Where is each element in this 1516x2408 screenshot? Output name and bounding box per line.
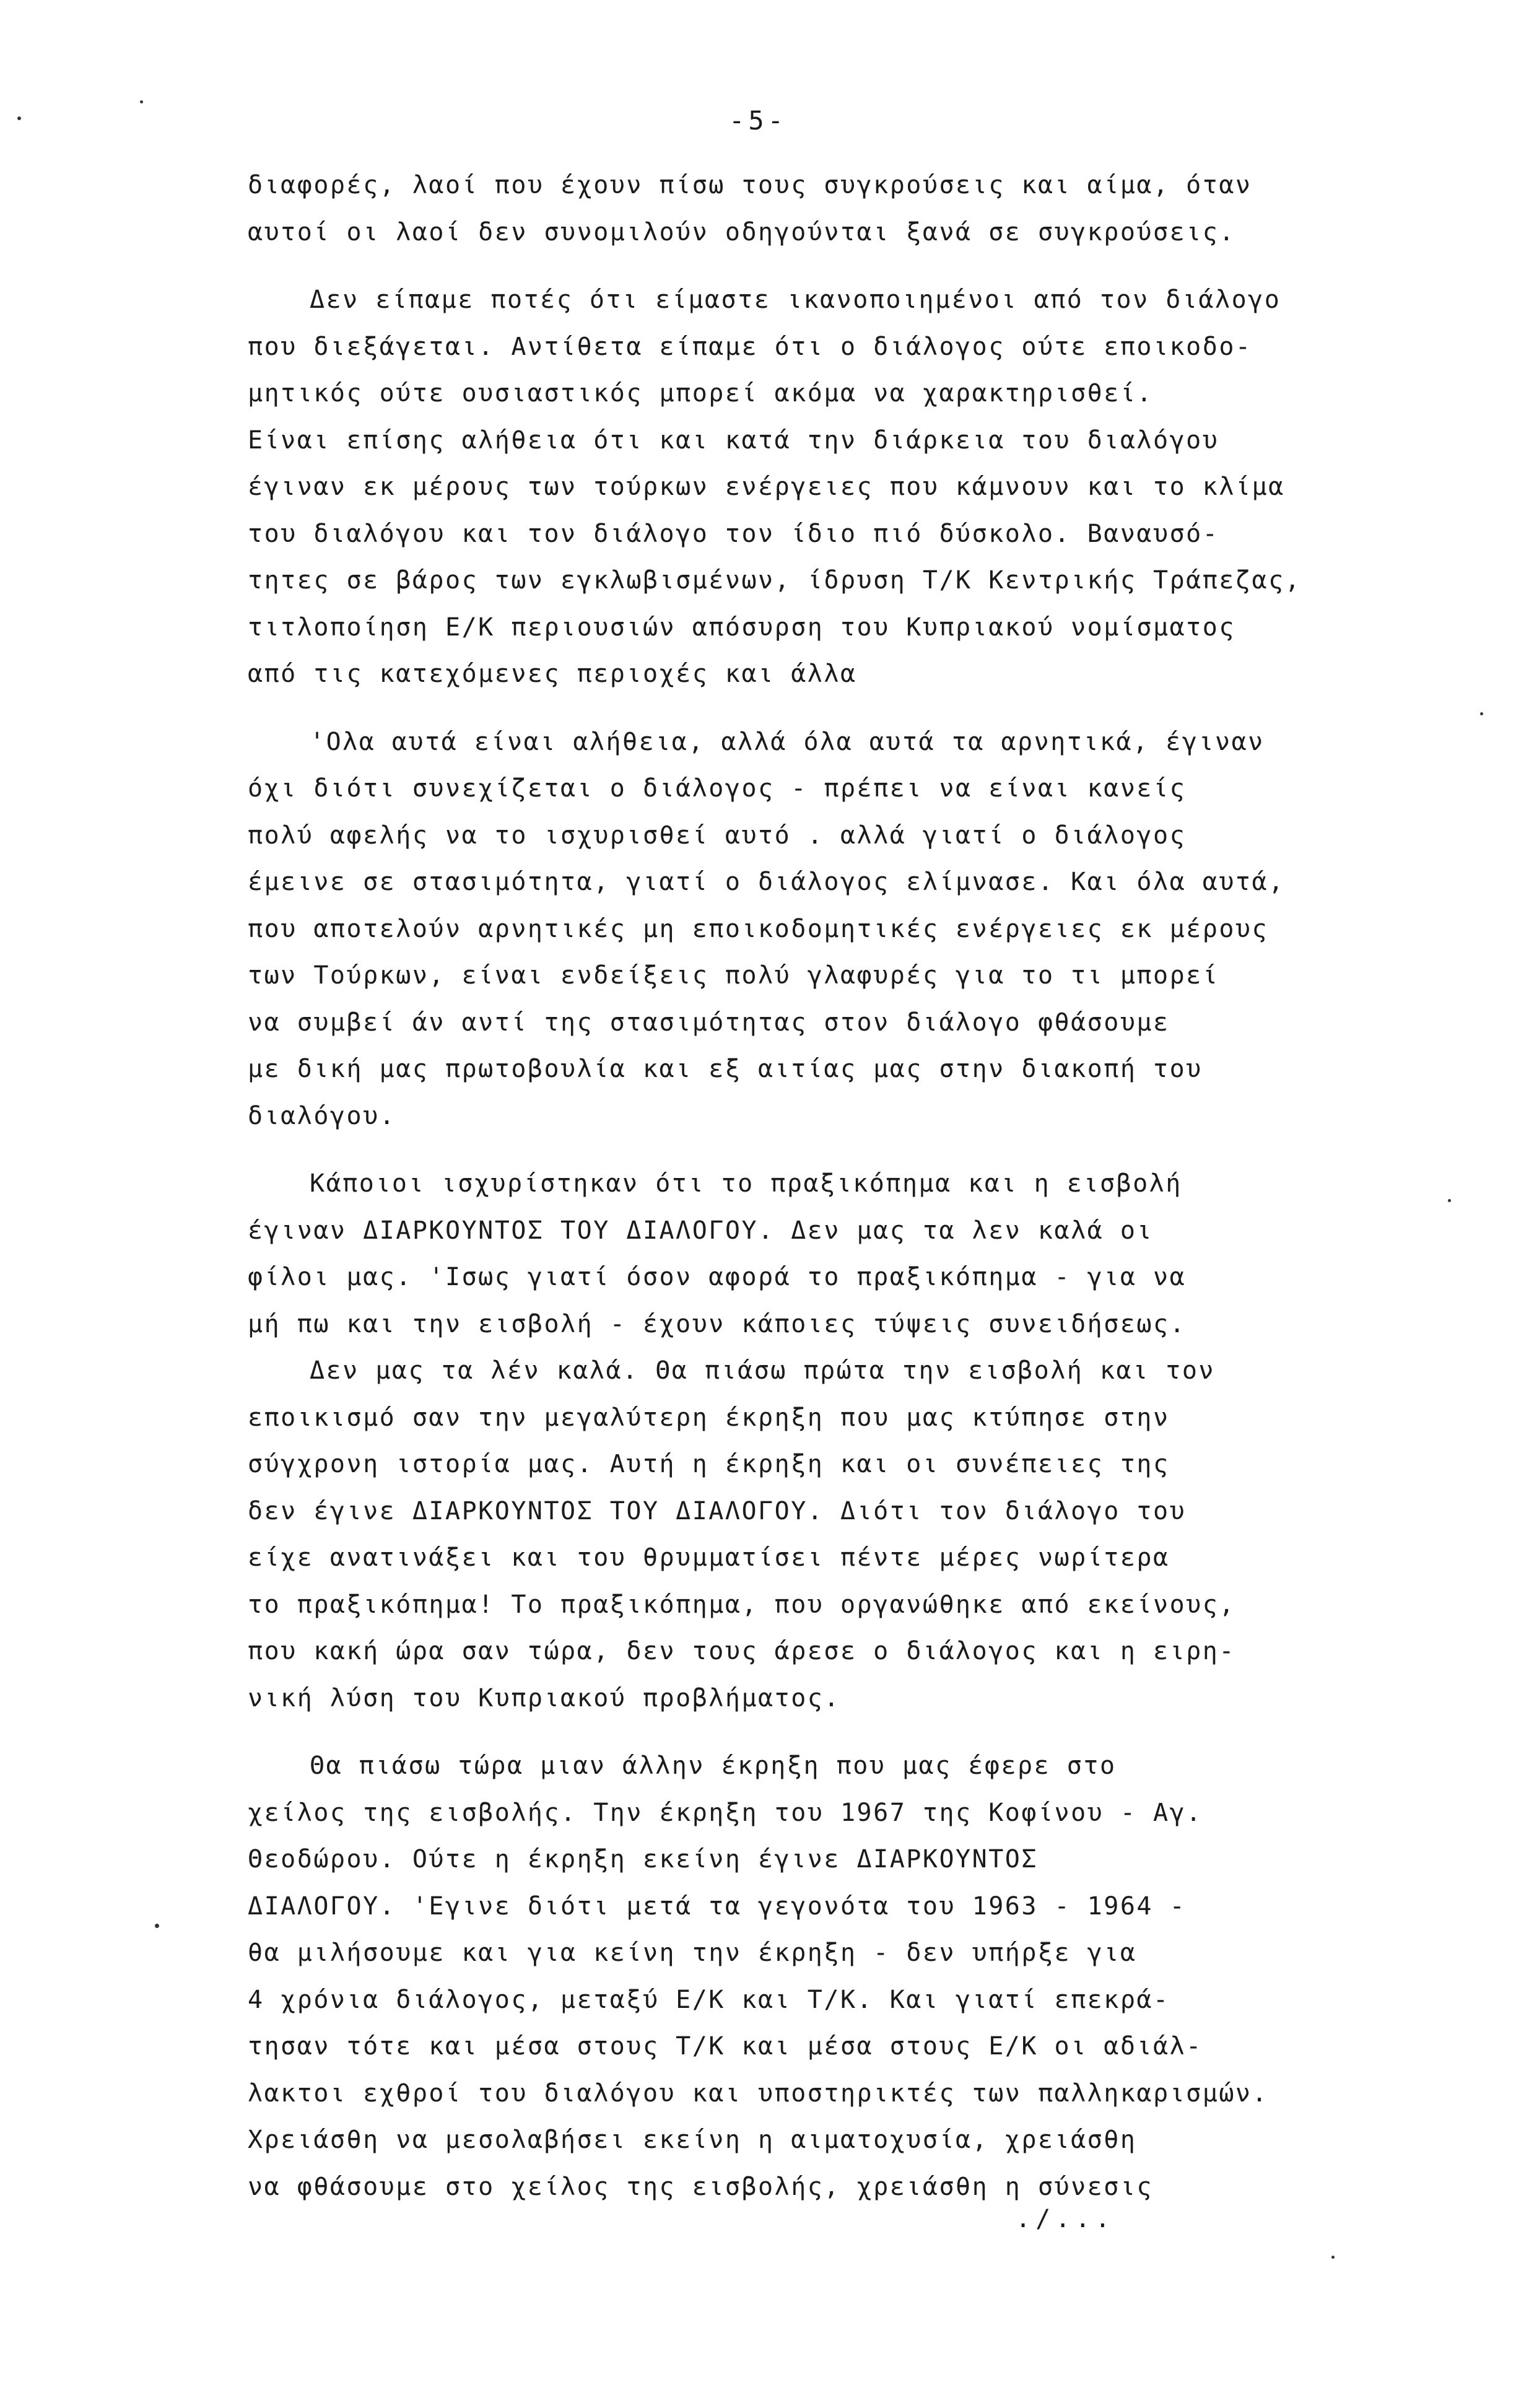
text-line: δεν έγινε ΔΙΑΡΚΟΥΝΤΟΣ ΤΟΥ ΔΙΑΛΟΓΟΥ. Διότι τον διάλογο του (248, 1496, 1187, 1525)
text-line: διαφορές, λαοί που έχουν πίσω τους συγκρούσεις και αίμα, όταν (248, 171, 1252, 199)
paragraph (248, 1161, 1449, 1348)
text-line: έγιναν ΔΙΑΡΚΟΥΝΤΟΣ ΤΟΥ ΔΙΑΛΟΓΟΥ. Δεν μας τα λεν καλά οι (248, 1216, 1154, 1245)
text-line: των Τούρκων, είναι ενδείξεις πολύ γλαφυρές για το τι μπορεί (248, 961, 1219, 990)
scan-speck (140, 100, 143, 103)
scan-speck (1448, 1199, 1451, 1202)
text-line: του διαλόγου και τον διάλογο τον ίδιο πιό δύσκολο. Βαναυσό- (248, 519, 1219, 548)
text-line: αυτοί οι λαοί δεν συνομιλούν οδηγούνται ξανά σε συγκρούσεις. (248, 217, 1235, 246)
text-line: με δική μας πρωτοβουλία και εξ αιτίας μας στην διακοπή του (248, 1055, 1203, 1083)
text-line: εποικισμό σαν την μεγαλύτερη έκρηξη που μας κτύπησε στην (248, 1403, 1170, 1432)
continuation-mark: ./... (1016, 2205, 1115, 2233)
text-line: έγιναν εκ μέρους των τούρκων ενέργειες που κάμνουν και το κλίμα (248, 473, 1285, 501)
text-line: διαλόγου. (248, 1101, 396, 1130)
text-line: χείλος της εισβολής. Την έκρηξη του 1967 της Κοφίνου - Αγ. (248, 1798, 1203, 1827)
paragraph (248, 277, 1449, 698)
page-number: -5- (729, 105, 787, 136)
text-line: που αποτελούν αρνητικές μη εποικοδομητικές ενέργειες εκ μέρους (248, 914, 1269, 943)
text-line: μή πω και την εισβολή - έχουν κάποιες τύψεις συνειδήσεως. (248, 1309, 1187, 1338)
text-line: φίλοι μας. 'Ισως γιατί όσον αφορά το πραξικόπημα - για να (248, 1263, 1187, 1291)
body-text (248, 162, 1449, 2210)
text-line: να συμβεί άν αντί της στασιμότητας στον διάλογο φθάσουμε (248, 1008, 1170, 1037)
text-line: λακτοι εχθροί του διαλόγου και υποστηρικτές των παλληκαρισμών. (248, 2079, 1269, 2108)
text-line: 4 χρόνια διάλογος, μεταξύ Ε/Κ και Τ/Κ. Και γιατί επεκρά- (248, 1985, 1170, 2014)
text-line: Κάποιοι ισχυρίστηκαν ότι το πραξικόπημα και η εισβολή (310, 1169, 1182, 1198)
text-line: σύγχρονη ιστορία μας. Αυτή η έκρηξη και οι συνέπειες της (248, 1450, 1170, 1478)
scan-speck (1480, 712, 1483, 715)
text-line: νική λύση του Κυπριακού προβλήματος. (248, 1683, 840, 1712)
text-line: Θεοδώρου. Ούτε η έκρηξη εκείνη έγινε ΔΙΑΡΚΟΥΝΤΟΣ (248, 1845, 1038, 1874)
text-line: που διεξάγεται. Αντίθετα είπαμε ότι ο διάλογος ούτε εποικοδο- (248, 332, 1252, 361)
text-line: όχι διότι συνεχίζεται ο διάλογος - πρέπει να είναι κανείς (248, 774, 1187, 803)
text-line: Είναι επίσης αλήθεια ότι και κατά την διάρκεια του διαλόγου (248, 425, 1219, 455)
text-line: από τις κατεχόμενες περιοχές και άλλα (248, 660, 857, 688)
text-line: έμεινε σε στασιμότητα, γιατί ο διάλογος ελίμνασε. Και όλα αυτά, (248, 868, 1285, 896)
text-line: πολύ αφελής να το ισχυρισθεί αυτό . αλλά γιατί ο διάλογος (248, 821, 1187, 850)
paragraph (248, 719, 1449, 1140)
paragraph (248, 1743, 1449, 2210)
paragraph (248, 162, 1449, 256)
paragraph-gap (248, 1140, 1449, 1161)
paragraph (248, 1348, 1449, 1722)
text-line: θα μιλήσουμε και για κείνη την έκρηξη - δεν υπήρξε για (248, 1939, 1137, 1967)
text-line: τιτλοποίηση Ε/Κ περιουσιών απόσυρση του Κυπριακού νομίσματος (248, 613, 1235, 642)
text-line: 'Ολα αυτά είναι αλήθεια, αλλά όλα αυτά τα αρνητικά, έγιναν (310, 727, 1265, 756)
text-line: που κακή ώρα σαν τώρα, δεν τους άρεσε ο διάλογος και η ειρη- (248, 1637, 1235, 1665)
text-line: Δεν είπαμε ποτές ότι είμαστε ικανοποιημένοι από τον διάλογο (310, 286, 1281, 314)
text-line: Θα πιάσω τώρα μιαν άλλην έκρηξη που μας έφερε στο (310, 1751, 1117, 1780)
scan-speck (1331, 2256, 1335, 2259)
paragraph-gap (248, 1722, 1449, 1743)
text-line: Χρειάσθη να μεσολαβήσει εκείνη η αιματοχυσία, χρειάσθη (248, 2126, 1137, 2154)
text-line: είχε ανατινάξει και του θρυμματίσει πέντε μέρες νωρίτερα (248, 1543, 1170, 1572)
text-line: τησαν τότε και μέσα στους Τ/Κ και μέσα στους Ε/Κ οι αδιάλ- (248, 2032, 1203, 2061)
text-line: να φθάσουμε στο χείλος της εισβολής, χρειάσθη η σύνεσις (248, 2172, 1154, 2201)
text-line: μητικός ούτε ουσιαστικός μπορεί ακόμα να χαρακτηρισθεί. (248, 379, 1154, 408)
scan-speck (17, 116, 21, 120)
text-line: το πραξικόπημα! Το πραξικόπημα, που οργανώθηκε από εκείνους, (248, 1590, 1235, 1619)
paragraph-gap (248, 698, 1449, 719)
text-line: τητες σε βάρος των εγκλωβισμένων, ίδρυση Τ/Κ Κεντρικής Τράπεζας, (248, 566, 1302, 595)
text-line: ΔΙΑΛΟΓΟΥ. 'Εγινε διότι μετά τα γεγονότα του 1963 - 1964 - (248, 1891, 1187, 1921)
paragraph-gap (248, 256, 1449, 277)
scan-speck (155, 1924, 159, 1928)
text-line: Δεν μας τα λέν καλά. Θα πιάσω πρώτα την εισβολή και τον (310, 1356, 1216, 1385)
